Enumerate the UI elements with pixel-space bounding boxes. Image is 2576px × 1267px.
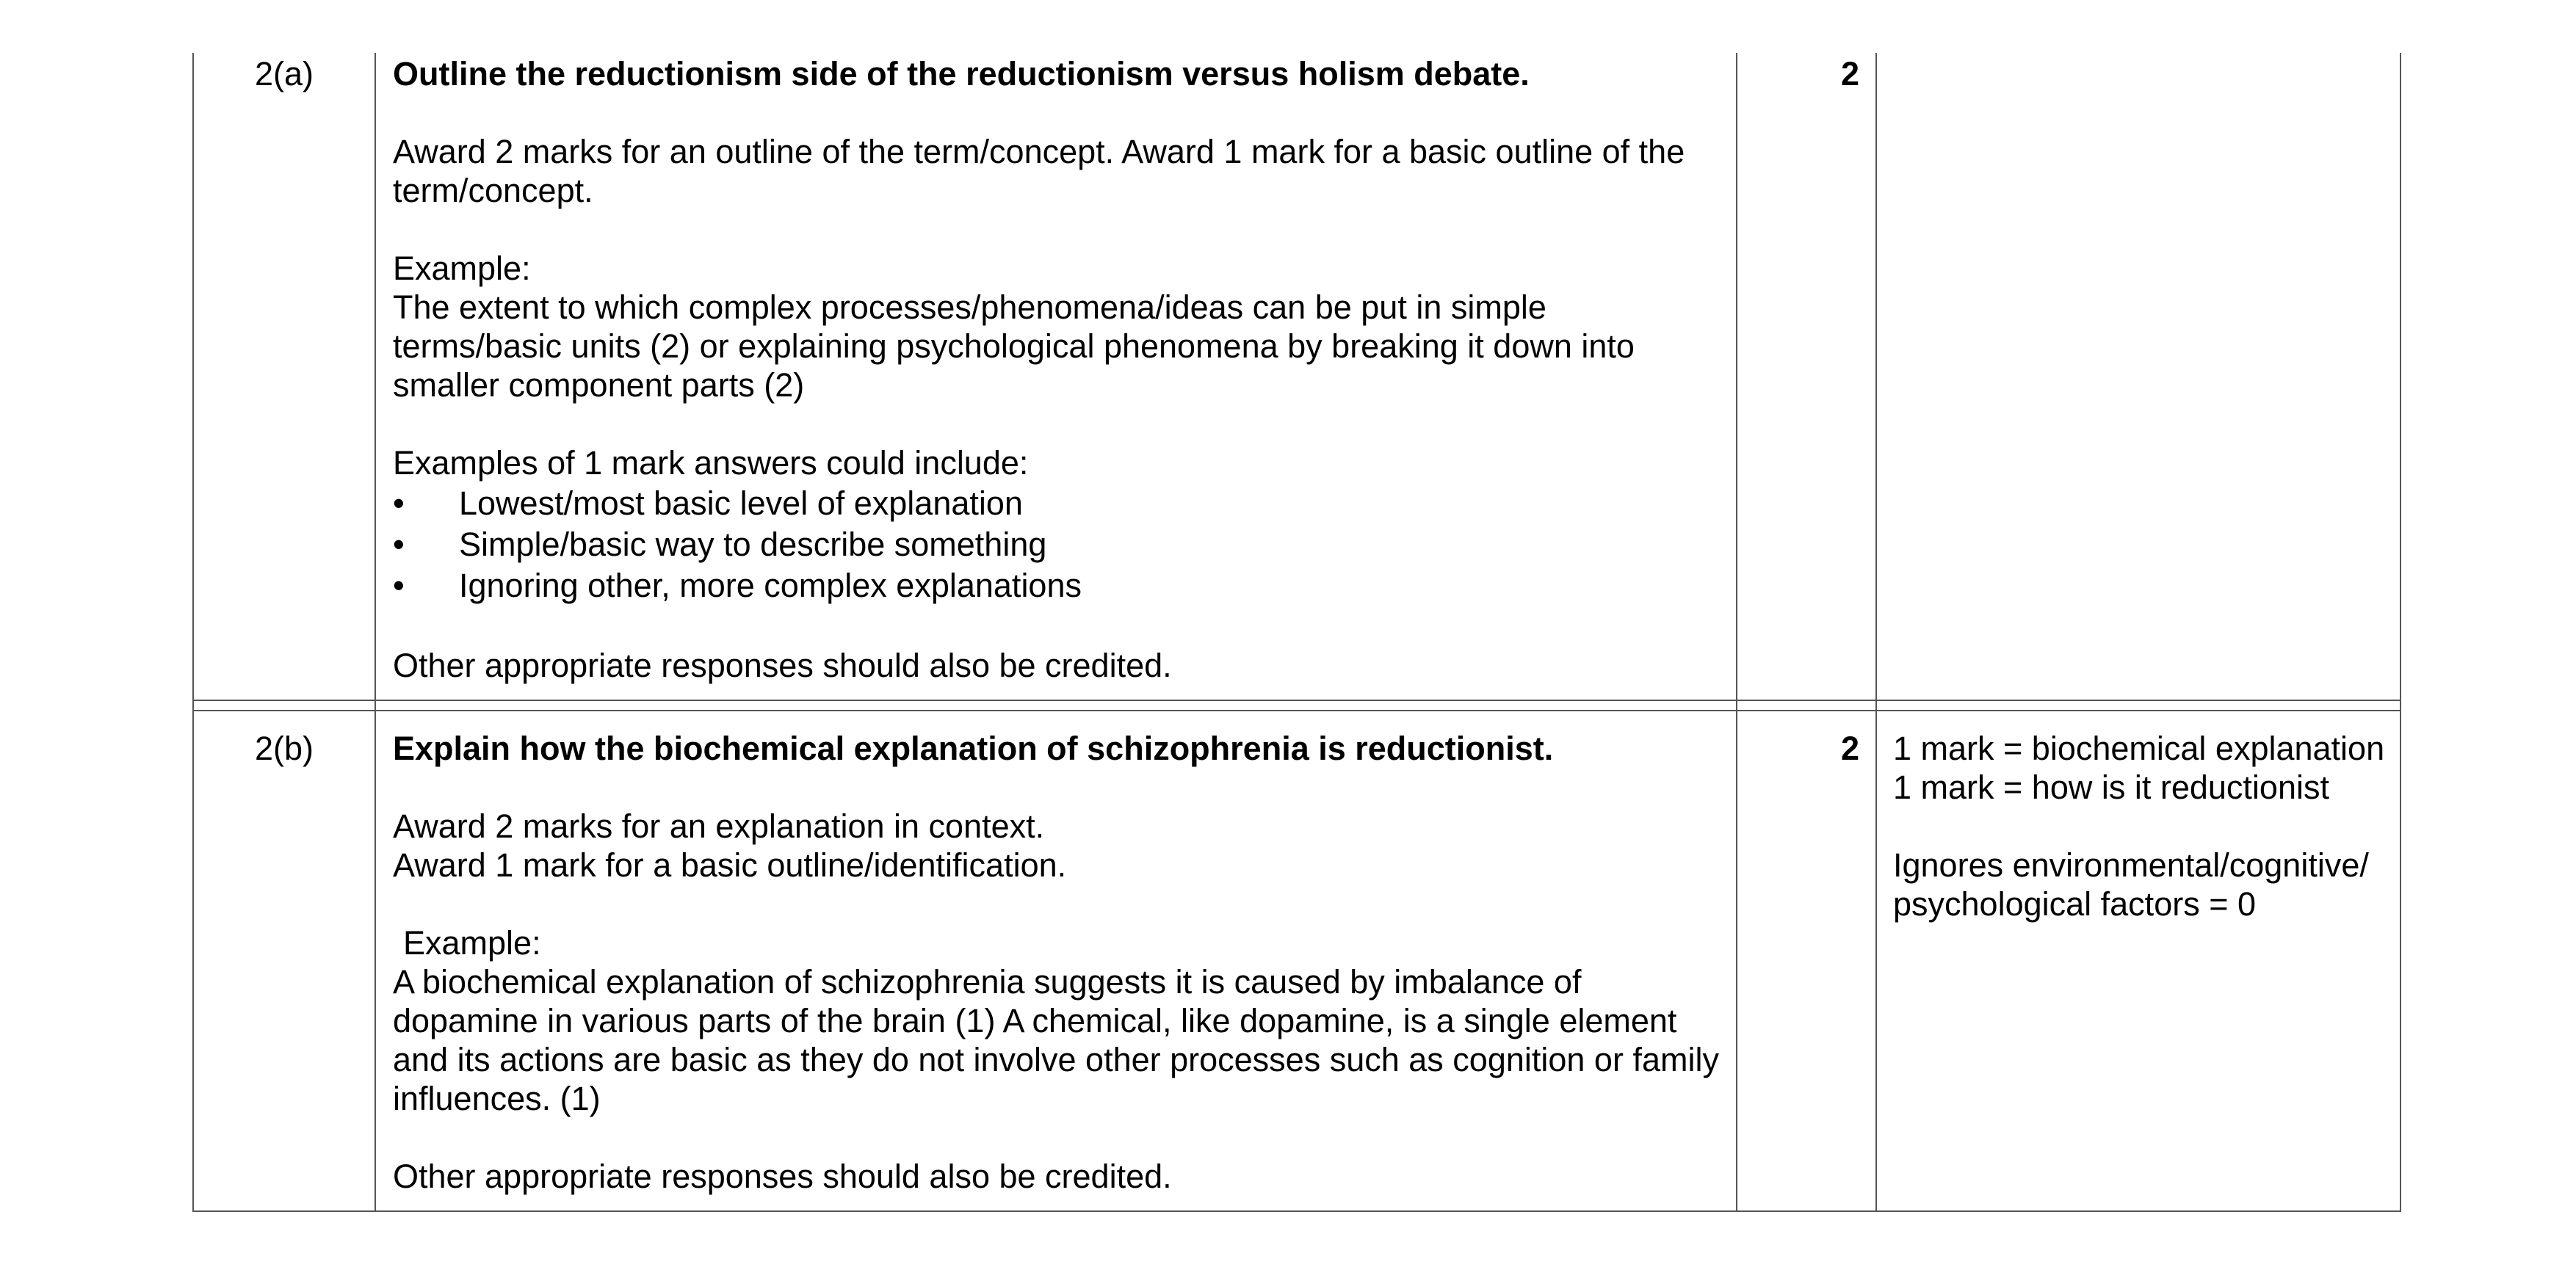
guidance-zero-mark: Ignores environmental/cognitive/ psychological factors = 0 xyxy=(1893,846,2369,923)
example-heading: Example: xyxy=(393,250,531,287)
question-prompt: Explain how the biochemical explanation of schizophrenia is reductionist. xyxy=(393,730,1554,767)
bullet-icon: • xyxy=(393,484,405,522)
marks-cell xyxy=(1737,53,1876,700)
award-instructions-2-marks: Award 2 marks for an explanation in context. xyxy=(393,807,1045,845)
example-heading: Example: xyxy=(403,924,541,962)
list-item xyxy=(393,566,1721,605)
bullet-icon: • xyxy=(393,526,405,563)
guidance-cell xyxy=(1876,53,2400,700)
answer-cell xyxy=(375,711,1737,1211)
list-item-text: Lowest/most basic level of explanation xyxy=(459,484,1023,522)
marks-value: 2 xyxy=(1840,730,1859,767)
question-row-2b xyxy=(193,711,2400,1211)
list-item-text: Simple/basic way to describe something xyxy=(459,526,1047,563)
example-answer: The extent to which complex processes/phenomena/ideas can be put in simple terms/basic units (2) or explaining psychological phenomena by breaking it down into smaller component parts (2) xyxy=(393,288,1635,404)
separator-cell xyxy=(375,700,1737,711)
closing-note: Other appropriate responses should also be credited. xyxy=(393,1158,1172,1195)
list-item xyxy=(393,525,1721,564)
answer-cell xyxy=(375,53,1737,700)
question-number-cell xyxy=(193,53,375,700)
example-answer: A biochemical explanation of schizophrenia suggests it is caused by imbalance of dopamine in various parts of the brain (1) A chemical, like dopamine, is a single element and its actions are basic as they do not involve other processes such as cognition or family influences. (1) xyxy=(393,963,1719,1117)
marks-cell xyxy=(1737,711,1876,1211)
bullet-icon: • xyxy=(393,567,405,604)
question-number-cell xyxy=(193,711,375,1211)
award-instructions: Award 2 marks for an outline of the term/concept. Award 1 mark for a basic outline of the term/concept. xyxy=(393,133,1685,209)
separator-cell xyxy=(1876,700,2400,711)
list-item-text: Ignoring other, more complex explanations xyxy=(459,567,1082,604)
question-prompt: Outline the reductionism side of the reductionism versus holism debate. xyxy=(393,55,1530,92)
list-item xyxy=(393,484,1721,523)
guidance-mark-2: 1 mark = how is it reductionist xyxy=(1893,769,2329,806)
separator-cell xyxy=(193,700,375,711)
question-row-2a xyxy=(193,53,2400,700)
mark-scheme-table xyxy=(192,53,2401,1212)
question-number: 2(a) xyxy=(254,55,314,92)
closing-note: Other appropriate responses should also be credited. xyxy=(393,647,1172,684)
guidance-mark-1: 1 mark = biochemical explanation xyxy=(1893,730,2385,767)
marks-value: 2 xyxy=(1840,55,1859,92)
question-number: 2(b) xyxy=(254,730,314,767)
guidance-cell xyxy=(1876,711,2400,1211)
one-mark-heading: Examples of 1 mark answers could include: xyxy=(393,444,1029,482)
one-mark-examples-list xyxy=(393,484,1721,605)
award-instructions-1-mark: Award 1 mark for a basic outline/identification. xyxy=(393,846,1067,884)
separator-cell xyxy=(1737,700,1876,711)
row-separator xyxy=(193,700,2400,711)
